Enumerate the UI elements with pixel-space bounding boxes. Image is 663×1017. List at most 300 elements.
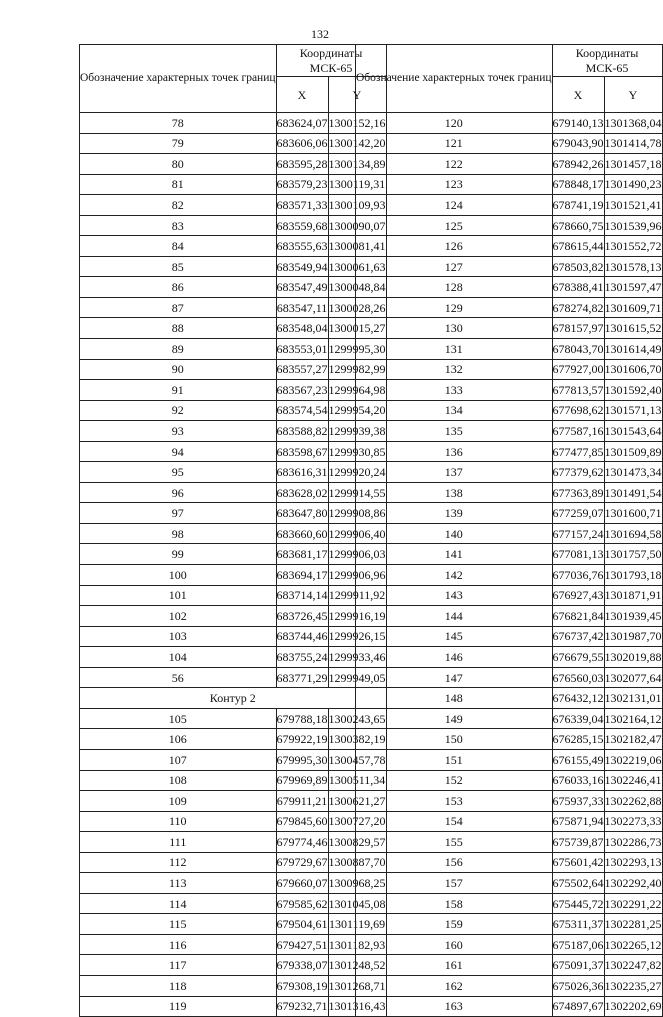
- table-row: [356, 174, 663, 195]
- x-coordinate-cell: 677477,85: [552, 441, 604, 462]
- x-coordinate-cell: 683755,24: [276, 647, 328, 668]
- point-number-cell: 125: [356, 215, 553, 236]
- point-number-cell: 112: [80, 852, 277, 873]
- point-number-cell: 91: [80, 380, 277, 401]
- table-row: [80, 215, 387, 236]
- table-row: [356, 544, 663, 565]
- y-coordinate-cell: 1302019,88: [604, 647, 662, 668]
- coordinate-system-label: МСК-65: [585, 60, 629, 75]
- table-row: [80, 852, 387, 873]
- y-coordinate-cell: 1302235,27: [604, 975, 662, 996]
- table-row: [80, 380, 387, 401]
- point-number-cell: 137: [356, 462, 553, 483]
- table-row: [80, 565, 387, 586]
- point-number-cell: 56: [80, 667, 277, 688]
- y-coordinate-cell: 1301248,52: [328, 955, 386, 976]
- point-number-cell: 146: [356, 647, 553, 668]
- point-number-cell: 108: [80, 770, 277, 791]
- point-number-cell: 100: [80, 565, 277, 586]
- y-coordinate-cell: 1299982,99: [328, 359, 386, 380]
- x-coordinate-cell: 678503,82: [552, 256, 604, 277]
- table-row: [80, 585, 387, 606]
- x-coordinate-cell: 679774,46: [276, 832, 328, 853]
- y-coordinate-cell: 1302247,82: [604, 955, 662, 976]
- table-row: [356, 893, 663, 914]
- x-coordinate-cell: 677379,62: [552, 462, 604, 483]
- table-row: [80, 359, 387, 380]
- table-row: [80, 606, 387, 627]
- y-coordinate-cell: 1299954,20: [328, 400, 386, 421]
- point-number-cell: 78: [80, 113, 277, 134]
- point-number-cell: 123: [356, 174, 553, 195]
- y-coordinate-cell: 1299930,85: [328, 441, 386, 462]
- point-number-cell: 145: [356, 626, 553, 647]
- point-number-cell: 156: [356, 852, 553, 873]
- y-coordinate-cell: 1301473,34: [604, 462, 662, 483]
- coordinates-table-right: [355, 44, 663, 1017]
- table-row: [356, 277, 663, 298]
- table-row: [80, 729, 387, 750]
- table-row: [80, 133, 387, 154]
- point-number-cell: 142: [356, 565, 553, 586]
- point-number-cell: 96: [80, 482, 277, 503]
- table-row: [356, 318, 663, 339]
- point-number-cell: 105: [80, 708, 277, 729]
- point-number-cell: 127: [356, 256, 553, 277]
- y-coordinate-cell: 1300028,26: [328, 297, 386, 318]
- x-coordinate-cell: 679232,71: [276, 996, 328, 1017]
- table-row: [356, 934, 663, 955]
- point-number-cell: 161: [356, 955, 553, 976]
- y-coordinate-cell: 1301509,89: [604, 441, 662, 462]
- point-number-cell: 86: [80, 277, 277, 298]
- table-row: [80, 975, 387, 996]
- point-number-cell: 116: [80, 934, 277, 955]
- y-coordinate-cell: 1299906,96: [328, 565, 386, 586]
- table-row: [80, 934, 387, 955]
- point-number-cell: 133: [356, 380, 553, 401]
- point-number-cell: 113: [80, 873, 277, 894]
- y-coordinate-cell: 1302262,88: [604, 791, 662, 812]
- left-table-body: [80, 113, 387, 1017]
- x-coordinate-cell: 678660,75: [552, 215, 604, 236]
- y-coordinate-cell: 1301614,49: [604, 339, 662, 360]
- y-coordinate-cell: 1301414,78: [604, 133, 662, 154]
- y-coordinate-cell: 1299964,98: [328, 380, 386, 401]
- x-coordinate-cell: 683771,29: [276, 667, 328, 688]
- table-row: [356, 708, 663, 729]
- y-coordinate-cell: 1301539,96: [604, 215, 662, 236]
- x-coordinate-cell: 683555,63: [276, 236, 328, 257]
- x-coordinate-cell: 676033,16: [552, 770, 604, 791]
- x-coordinate-cell: 677363,89: [552, 482, 604, 503]
- x-coordinate-cell: 677813,57: [552, 380, 604, 401]
- y-coordinate-cell: 1301615,52: [604, 318, 662, 339]
- point-number-cell: 126: [356, 236, 553, 257]
- point-number-cell: 87: [80, 297, 277, 318]
- y-coordinate-cell: 1301119,69: [328, 914, 386, 935]
- point-number-cell: 121: [356, 133, 553, 154]
- table-row: [356, 791, 663, 812]
- point-number-cell: 118: [80, 975, 277, 996]
- x-coordinate-cell: 683606,06: [276, 133, 328, 154]
- table-row: [80, 256, 387, 277]
- y-coordinate-cell: 1301316,43: [328, 996, 386, 1017]
- point-number-cell: 144: [356, 606, 553, 627]
- table-row: [80, 462, 387, 483]
- point-number-cell: 84: [80, 236, 277, 257]
- coordinate-system-label: МСК-65: [309, 60, 353, 75]
- table-row: [80, 770, 387, 791]
- x-coordinate-cell: 683548,04: [276, 318, 328, 339]
- table-row: [356, 955, 663, 976]
- point-number-cell: 160: [356, 934, 553, 955]
- point-number-cell: 95: [80, 462, 277, 483]
- x-coordinate-cell: 676155,49: [552, 749, 604, 770]
- y-coordinate-cell: 1301578,13: [604, 256, 662, 277]
- x-coordinate-cell: 675311,37: [552, 914, 604, 935]
- point-number-cell: 106: [80, 729, 277, 750]
- x-coordinate-cell: 683660,60: [276, 523, 328, 544]
- table-row: [80, 749, 387, 770]
- x-coordinate-cell: 677036,76: [552, 565, 604, 586]
- point-number-cell: 134: [356, 400, 553, 421]
- x-coordinate-cell: 679585,62: [276, 893, 328, 914]
- table-row: [356, 585, 663, 606]
- table-row: [356, 811, 663, 832]
- y-coordinate-cell: 1299939,38: [328, 421, 386, 442]
- x-coordinate-cell: 676432,12: [552, 688, 604, 709]
- x-coordinate-cell: 683595,28: [276, 154, 328, 175]
- x-coordinate-cell: 675871,94: [552, 811, 604, 832]
- table-row: [80, 893, 387, 914]
- table-row: [356, 688, 663, 709]
- table-row: [80, 113, 387, 134]
- y-coordinate-cell: 1302273,33: [604, 811, 662, 832]
- point-label-header: Обозначение характерных точек границ: [356, 45, 553, 113]
- point-number-cell: 97: [80, 503, 277, 524]
- x-coordinate-cell: 675445,72: [552, 893, 604, 914]
- table-row: [356, 749, 663, 770]
- point-number-cell: 122: [356, 154, 553, 175]
- point-number-cell: 135: [356, 421, 553, 442]
- x-coordinate-cell: 679427,51: [276, 934, 328, 955]
- point-number-cell: 128: [356, 277, 553, 298]
- x-coordinate-cell: 683598,67: [276, 441, 328, 462]
- y-coordinate-cell: 1301571,13: [604, 400, 662, 421]
- table-row: [356, 133, 663, 154]
- coordinates-label: Координаты: [299, 45, 363, 60]
- point-number-cell: 163: [356, 996, 553, 1017]
- point-number-cell: 81: [80, 174, 277, 195]
- x-coordinate-cell: 683726,45: [276, 606, 328, 627]
- y-coordinate-cell: 1300829,57: [328, 832, 386, 853]
- y-coordinate-cell: 1301987,70: [604, 626, 662, 647]
- table-row: [356, 195, 663, 216]
- x-coordinate-cell: 678043,70: [552, 339, 604, 360]
- x-coordinate-cell: 675187,06: [552, 934, 604, 955]
- point-number-cell: 129: [356, 297, 553, 318]
- table-row: [356, 647, 663, 668]
- y-coordinate-cell: 1301606,70: [604, 359, 662, 380]
- y-coordinate-cell: 1301521,41: [604, 195, 662, 216]
- x-coordinate-cell: 683547,49: [276, 277, 328, 298]
- point-number-cell: 117: [80, 955, 277, 976]
- point-number-cell: 136: [356, 441, 553, 462]
- x-coordinate-cell: 678741,19: [552, 195, 604, 216]
- y-coordinate-cell: 1300621,27: [328, 791, 386, 812]
- y-coordinate-cell: 1302131,01: [604, 688, 662, 709]
- table-row: [356, 996, 663, 1017]
- y-coordinate-cell: 1302286,73: [604, 832, 662, 853]
- point-number-cell: 93: [80, 421, 277, 442]
- y-coordinate-cell: 1302246,41: [604, 770, 662, 791]
- table-row: [80, 236, 387, 257]
- y-coordinate-cell: 1301268,71: [328, 975, 386, 996]
- table-row: [356, 667, 663, 688]
- y-coordinate-cell: 1302292,40: [604, 873, 662, 894]
- table-row: [80, 832, 387, 853]
- y-coordinate-cell: 1302281,25: [604, 914, 662, 935]
- y-coordinate-cell: 1301552,72: [604, 236, 662, 257]
- x-coordinate-cell: 679969,89: [276, 770, 328, 791]
- x-coordinate-cell: 679911,21: [276, 791, 328, 812]
- x-coordinate-cell: 679788,18: [276, 708, 328, 729]
- point-number-cell: 157: [356, 873, 553, 894]
- x-coordinate-cell: 683628,02: [276, 482, 328, 503]
- x-coordinate-cell: 678157,97: [552, 318, 604, 339]
- table-row: [356, 770, 663, 791]
- x-coordinate-cell: 677081,13: [552, 544, 604, 565]
- table-row: [356, 215, 663, 236]
- point-number-cell: 130: [356, 318, 553, 339]
- point-number-cell: 102: [80, 606, 277, 627]
- x-coordinate-cell: 676679,55: [552, 647, 604, 668]
- point-number-cell: 152: [356, 770, 553, 791]
- x-coordinate-cell: 683571,33: [276, 195, 328, 216]
- point-number-cell: 147: [356, 667, 553, 688]
- point-number-cell: 162: [356, 975, 553, 996]
- x-coordinate-cell: 675739,87: [552, 832, 604, 853]
- x-coordinate-cell: 677587,16: [552, 421, 604, 442]
- point-number-cell: 111: [80, 832, 277, 853]
- x-coordinate-cell: 683547,11: [276, 297, 328, 318]
- table-row: [80, 791, 387, 812]
- x-coordinate-cell: 683624,07: [276, 113, 328, 134]
- x-coordinate-cell: 679660,07: [276, 873, 328, 894]
- table-row: [80, 811, 387, 832]
- y-coordinate-cell: 1300457,78: [328, 749, 386, 770]
- x-coordinate-cell: 677157,24: [552, 523, 604, 544]
- y-coordinate-cell: 1301368,04: [604, 113, 662, 134]
- y-coordinate-cell: 1301491,54: [604, 482, 662, 503]
- y-coordinate-cell: 1301757,50: [604, 544, 662, 565]
- table-row: [356, 852, 663, 873]
- y-coordinate-cell: 1301182,93: [328, 934, 386, 955]
- y-coordinate-cell: 1299906,40: [328, 523, 386, 544]
- x-coordinate-cell: 675091,37: [552, 955, 604, 976]
- point-number-cell: 132: [356, 359, 553, 380]
- x-coordinate-cell: 675937,33: [552, 791, 604, 812]
- table-row: [356, 626, 663, 647]
- point-number-cell: 155: [356, 832, 553, 853]
- y-coordinate-cell: 1299906,03: [328, 544, 386, 565]
- table-row: [356, 421, 663, 442]
- y-coordinate-cell: 1299916,19: [328, 606, 386, 627]
- point-label-header: Обозначение характерных точек границ: [80, 45, 277, 113]
- x-coordinate-cell: 683553,01: [276, 339, 328, 360]
- x-header: X: [276, 77, 328, 113]
- x-coordinate-cell: 679338,07: [276, 955, 328, 976]
- y-coordinate-cell: 1300061,63: [328, 256, 386, 277]
- x-coordinate-cell: 683694,17: [276, 565, 328, 586]
- table-row: [356, 462, 663, 483]
- point-number-cell: 85: [80, 256, 277, 277]
- table-row: [356, 482, 663, 503]
- x-header: X: [552, 77, 604, 113]
- x-coordinate-cell: 683567,23: [276, 380, 328, 401]
- y-coordinate-cell: 1302291,22: [604, 893, 662, 914]
- y-coordinate-cell: 1302077,64: [604, 667, 662, 688]
- y-coordinate-cell: 1301793,18: [604, 565, 662, 586]
- table-row: [356, 523, 663, 544]
- table-row: [80, 914, 387, 935]
- table-row: [356, 380, 663, 401]
- x-coordinate-cell: 676339,04: [552, 708, 604, 729]
- table-row: [80, 647, 387, 668]
- point-number-cell: 101: [80, 585, 277, 606]
- table-row: [356, 236, 663, 257]
- point-number-cell: 143: [356, 585, 553, 606]
- table-row: [80, 482, 387, 503]
- y-coordinate-cell: 1300511,34: [328, 770, 386, 791]
- point-number-cell: 80: [80, 154, 277, 175]
- table-row: [80, 626, 387, 647]
- table-row: [80, 667, 387, 688]
- y-coordinate-cell: 1301592,40: [604, 380, 662, 401]
- x-coordinate-cell: 679504,61: [276, 914, 328, 935]
- y-coordinate-cell: 1299920,24: [328, 462, 386, 483]
- y-coordinate-cell: 1300727,20: [328, 811, 386, 832]
- coordinates-table-left: [79, 44, 387, 1017]
- x-coordinate-cell: 683549,94: [276, 256, 328, 277]
- point-number-cell: 99: [80, 544, 277, 565]
- y-coordinate-cell: 1300090,07: [328, 215, 386, 236]
- y-coordinate-cell: 1302293,13: [604, 852, 662, 873]
- table-row: [80, 297, 387, 318]
- x-coordinate-cell: 679995,30: [276, 749, 328, 770]
- point-number-cell: 109: [80, 791, 277, 812]
- point-number-cell: 114: [80, 893, 277, 914]
- x-coordinate-cell: 676927,43: [552, 585, 604, 606]
- x-coordinate-cell: 683647,80: [276, 503, 328, 524]
- point-number-cell: 104: [80, 647, 277, 668]
- point-number-cell: 92: [80, 400, 277, 421]
- y-coordinate-cell: 1301543,64: [604, 421, 662, 442]
- y-coordinate-cell: 1302219,06: [604, 749, 662, 770]
- point-number-cell: 83: [80, 215, 277, 236]
- point-number-cell: 120: [356, 113, 553, 134]
- table-row: [356, 400, 663, 421]
- table-row: [356, 565, 663, 586]
- y-coordinate-cell: 1301609,71: [604, 297, 662, 318]
- page-number: 132: [311, 27, 329, 41]
- table-row: [80, 400, 387, 421]
- y-header: Y: [328, 77, 386, 113]
- y-coordinate-cell: 1299926,15: [328, 626, 386, 647]
- table-row: [356, 441, 663, 462]
- y-coordinate-cell: 1301939,45: [604, 606, 662, 627]
- table-row: [356, 503, 663, 524]
- table-row: [356, 297, 663, 318]
- y-coordinate-cell: 1300119,31: [328, 174, 386, 195]
- x-coordinate-cell: 675601,42: [552, 852, 604, 873]
- x-coordinate-cell: 676821,84: [552, 606, 604, 627]
- y-coordinate-cell: 1300142,20: [328, 133, 386, 154]
- y-coordinate-cell: 1300109,93: [328, 195, 386, 216]
- y-coordinate-cell: 1301694,58: [604, 523, 662, 544]
- x-coordinate-cell: 679043,90: [552, 133, 604, 154]
- table-row: [356, 113, 663, 134]
- x-coordinate-cell: 683588,82: [276, 421, 328, 442]
- y-coordinate-cell: 1299995,30: [328, 339, 386, 360]
- y-coordinate-cell: 1299933,46: [328, 647, 386, 668]
- x-coordinate-cell: 679922,19: [276, 729, 328, 750]
- coordinates-label: Координаты: [575, 45, 639, 60]
- y-coordinate-cell: 1299908,86: [328, 503, 386, 524]
- x-coordinate-cell: 676285,15: [552, 729, 604, 750]
- section-row: [80, 688, 387, 709]
- table-row: [356, 359, 663, 380]
- y-coordinate-cell: 1300048,84: [328, 277, 386, 298]
- y-coordinate-cell: 1302182,47: [604, 729, 662, 750]
- point-number-cell: 90: [80, 359, 277, 380]
- table-row: [80, 174, 387, 195]
- point-number-cell: 79: [80, 133, 277, 154]
- x-coordinate-cell: 675026,36: [552, 975, 604, 996]
- point-number-cell: 88: [80, 318, 277, 339]
- x-coordinate-cell: 683616,31: [276, 462, 328, 483]
- table-row: [80, 523, 387, 544]
- x-coordinate-cell: 683557,27: [276, 359, 328, 380]
- point-number-cell: 115: [80, 914, 277, 935]
- x-coordinate-cell: 679729,67: [276, 852, 328, 873]
- x-coordinate-cell: 683744,46: [276, 626, 328, 647]
- x-coordinate-cell: 677927,00: [552, 359, 604, 380]
- x-coordinate-cell: 677259,07: [552, 503, 604, 524]
- table-row: [356, 729, 663, 750]
- y-coordinate-cell: 1299949,05: [328, 667, 386, 688]
- y-coordinate-cell: 1299911,92: [328, 585, 386, 606]
- point-number-cell: 124: [356, 195, 553, 216]
- x-coordinate-cell: 678388,41: [552, 277, 604, 298]
- x-coordinate-cell: 683574,54: [276, 400, 328, 421]
- point-number-cell: 138: [356, 482, 553, 503]
- table-row: [356, 339, 663, 360]
- point-number-cell: 82: [80, 195, 277, 216]
- point-number-cell: 154: [356, 811, 553, 832]
- x-coordinate-cell: 676560,03: [552, 667, 604, 688]
- right-table-body: [356, 113, 663, 1017]
- table-row: [80, 955, 387, 976]
- y-coordinate-cell: 1302265,12: [604, 934, 662, 955]
- point-number-cell: 139: [356, 503, 553, 524]
- y-coordinate-cell: 1302202,69: [604, 996, 662, 1017]
- table-row: [356, 154, 663, 175]
- point-number-cell: 141: [356, 544, 553, 565]
- y-coordinate-cell: 1301490,23: [604, 174, 662, 195]
- x-coordinate-cell: 678848,17: [552, 174, 604, 195]
